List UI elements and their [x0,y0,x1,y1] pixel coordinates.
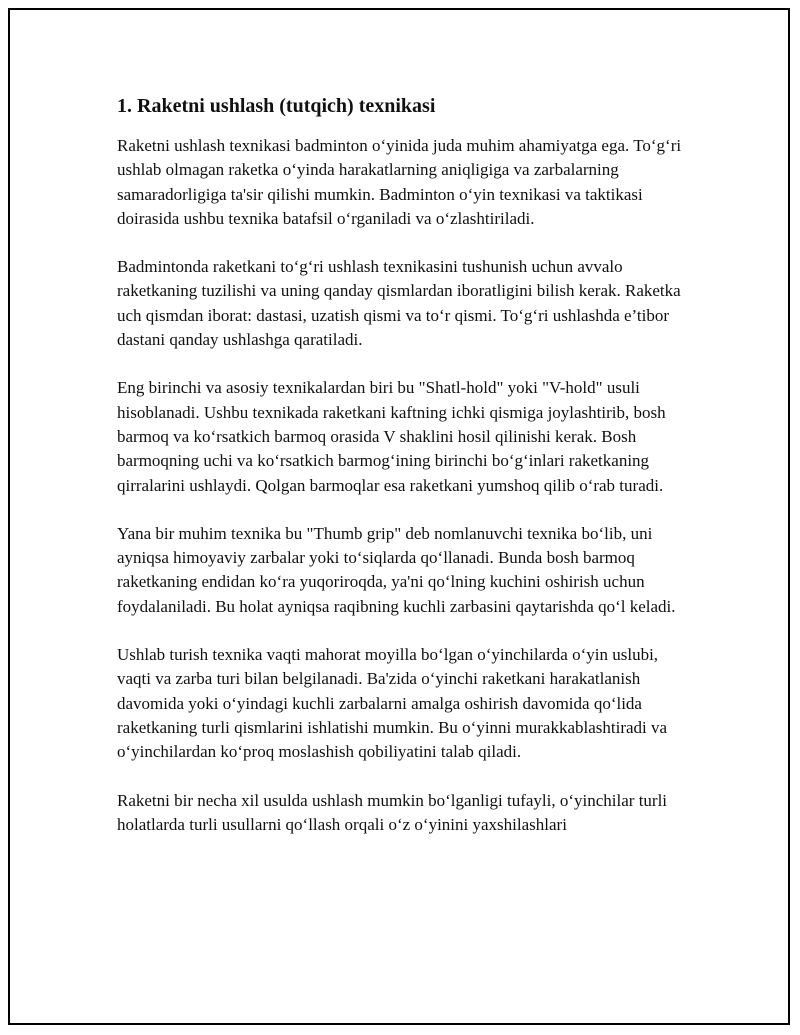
paragraph-3: Eng birinchi va asosiy texnikalardan biri bu "Shatl-hold" yoki "V-hold" usuli hisoblanadi. Ushbu texnikada raketkani kaftning ichki qismiga joylashtirib, bosh barmoq va ko‘rsatkich barmoq orasida V shaklini hosil qilinishi kerak. Bosh barmoqning uchi va ko‘rsatkich barmog‘ining birinchi bo‘g‘inlari raketkaning qirralarini ushlaydi. Qolgan barmoqlar esa raketkani yumshoq qilib o‘rab turadi. [117,378,666,495]
document-body [117,92,687,861]
paragraph-6: Raketni bir necha xil usulda ushlash mumkin bo‘lganligi tufayli, o‘yinchilar turli holatlarda turli usullarni qo‘llash orqali o‘z o‘yinini yaxshilashlari [117,790,668,834]
paragraph-4: Yana bir muhim texnika bu "Thumb grip" deb nomlanuvchi texnika bo‘lib, uni ayniqsa himoyaviy zarbalar yoki to‘siqlarda qo‘llanadi. Bunda bosh barmoq raketkaning endidan ko‘ra yuqoriroqda, ya'ni qo‘lning kuchini oshirish uchun foydalaniladi. Bu holat ayniqsa raqibning kuchli zarbasini qaytarishda qo‘l keladi. [117,523,676,616]
paragraph-5: Ushlab turish texnika vaqti mahorat moyilla bo‘lgan o‘yinchilarda o‘yin uslubi, vaqti va zarba turi bilan belgilanadi. Ba'zida o‘yinchi raketkani harakatlanish davomida yoki o‘yindagi kuchli zarbalarni amalga oshirish davomida qo‘lida raketkaning turli qismlarini ishlatishi mumkin. Bu o‘yinni murakkablashtiradi va o‘yinchilardan ko‘proq moslashish qobiliyatini talab qiladi. [117,645,668,762]
section-heading: 1. Raketni ushlash (tutqich) texnikasi [117,95,436,117]
paragraph-2: Badmintonda raketkani to‘g‘ri ushlash texnikasini tushunish uchun avvalo raketkaning tuzilishi va uning qanday qismlardan iboratligini bilish kerak. Raketka uch qismdan iborat: dastasi, uzatish qismi va to‘r qismi. To‘g‘ri ushlashda e’tibor dastani qanday ushlashga qaratiladi. [117,257,681,350]
paragraph-1: Raketni ushlash texnikasi badminton o‘yinida juda muhim ahamiyatga ega. To‘g‘ri ushlab olmagan raketka o‘yinda harakatlarning aniqligiga va zarbalarning samaradorligiga ta'sir qilishi mumkin. Badminton o‘yin texnikasi va taktikasi doirasida ushbu texnika batafsil o‘rganiladi va o‘zlashtiriladi. [117,136,682,228]
